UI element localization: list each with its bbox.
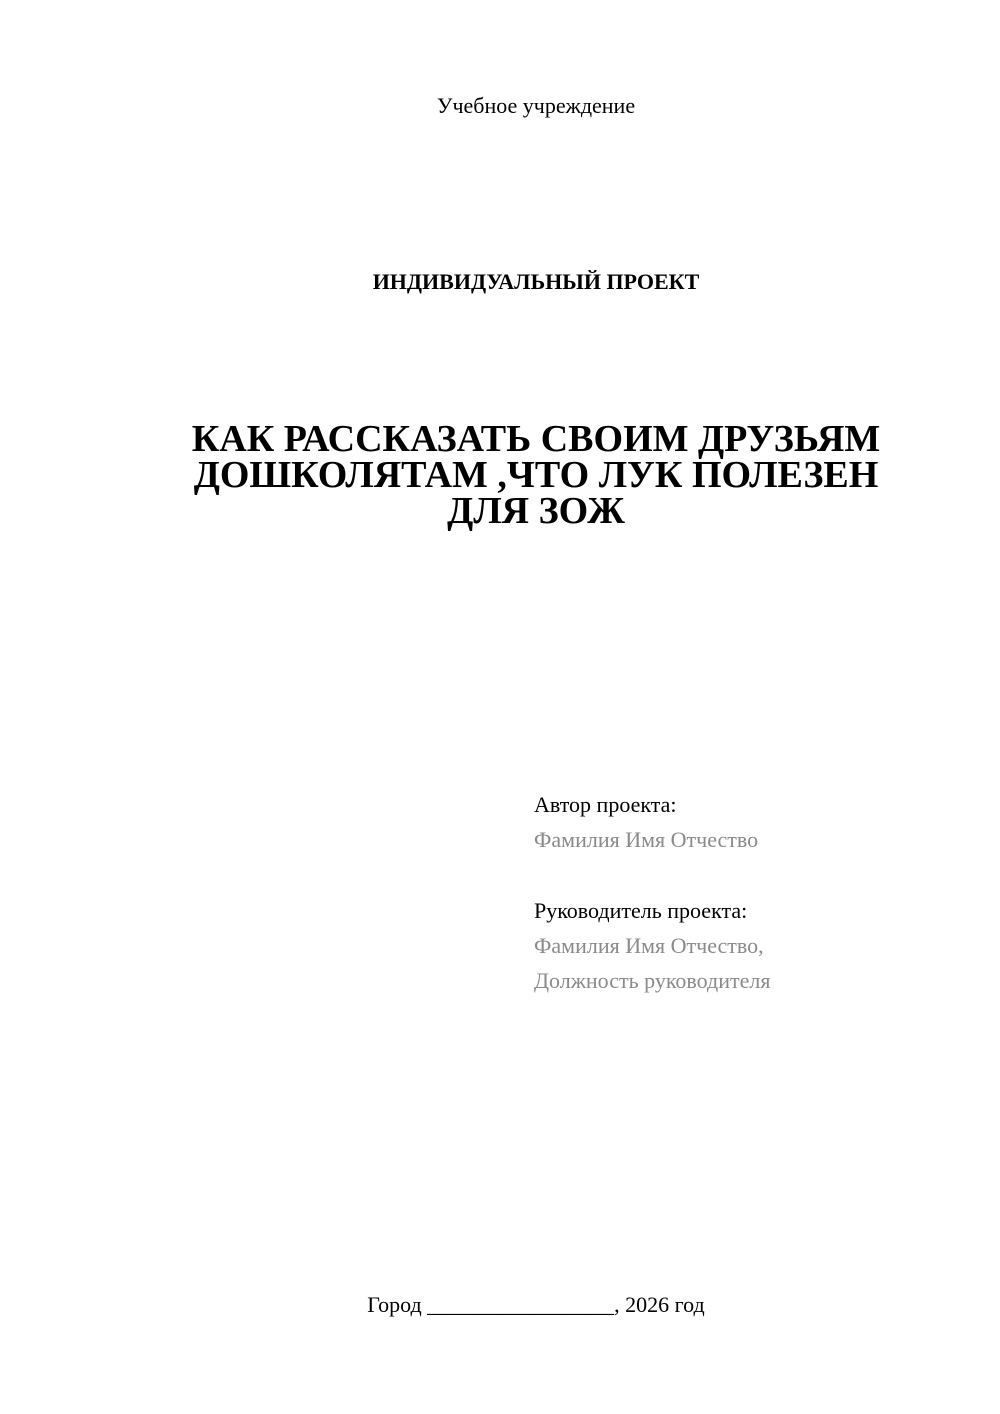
author-block [534,787,974,857]
supervisor-name-placeholder[interactable]: Фамилия Имя Отчество, [534,933,764,958]
institution-name: Учебное учреждение [436,93,636,118]
author-name-placeholder[interactable]: Фамилия Имя Отчество [534,827,759,852]
city-year-line: Город _________________, 2026 год [367,1292,705,1317]
project-title-line-3: ДЛЯ ЗОЖ [447,490,625,532]
author-label: Автор проекта: [534,792,677,817]
project-type-heading: ИНДИВИДУАЛЬНЫЙ ПРОЕКТ [372,269,700,294]
project-title-line-2: ДОШКОЛЯТАМ ,ЧТО ЛУК ПОЛЕЗЕН [193,454,879,496]
supervisor-label: Руководитель проекта: [534,898,748,923]
supervisor-position-placeholder[interactable]: Должность руководителя [534,968,771,993]
project-title [150,418,922,532]
supervisor-block [534,893,974,998]
project-title-line-1: КАК РАССКАЗАТЬ СВОИМ ДРУЗЬЯМ [191,418,881,460]
